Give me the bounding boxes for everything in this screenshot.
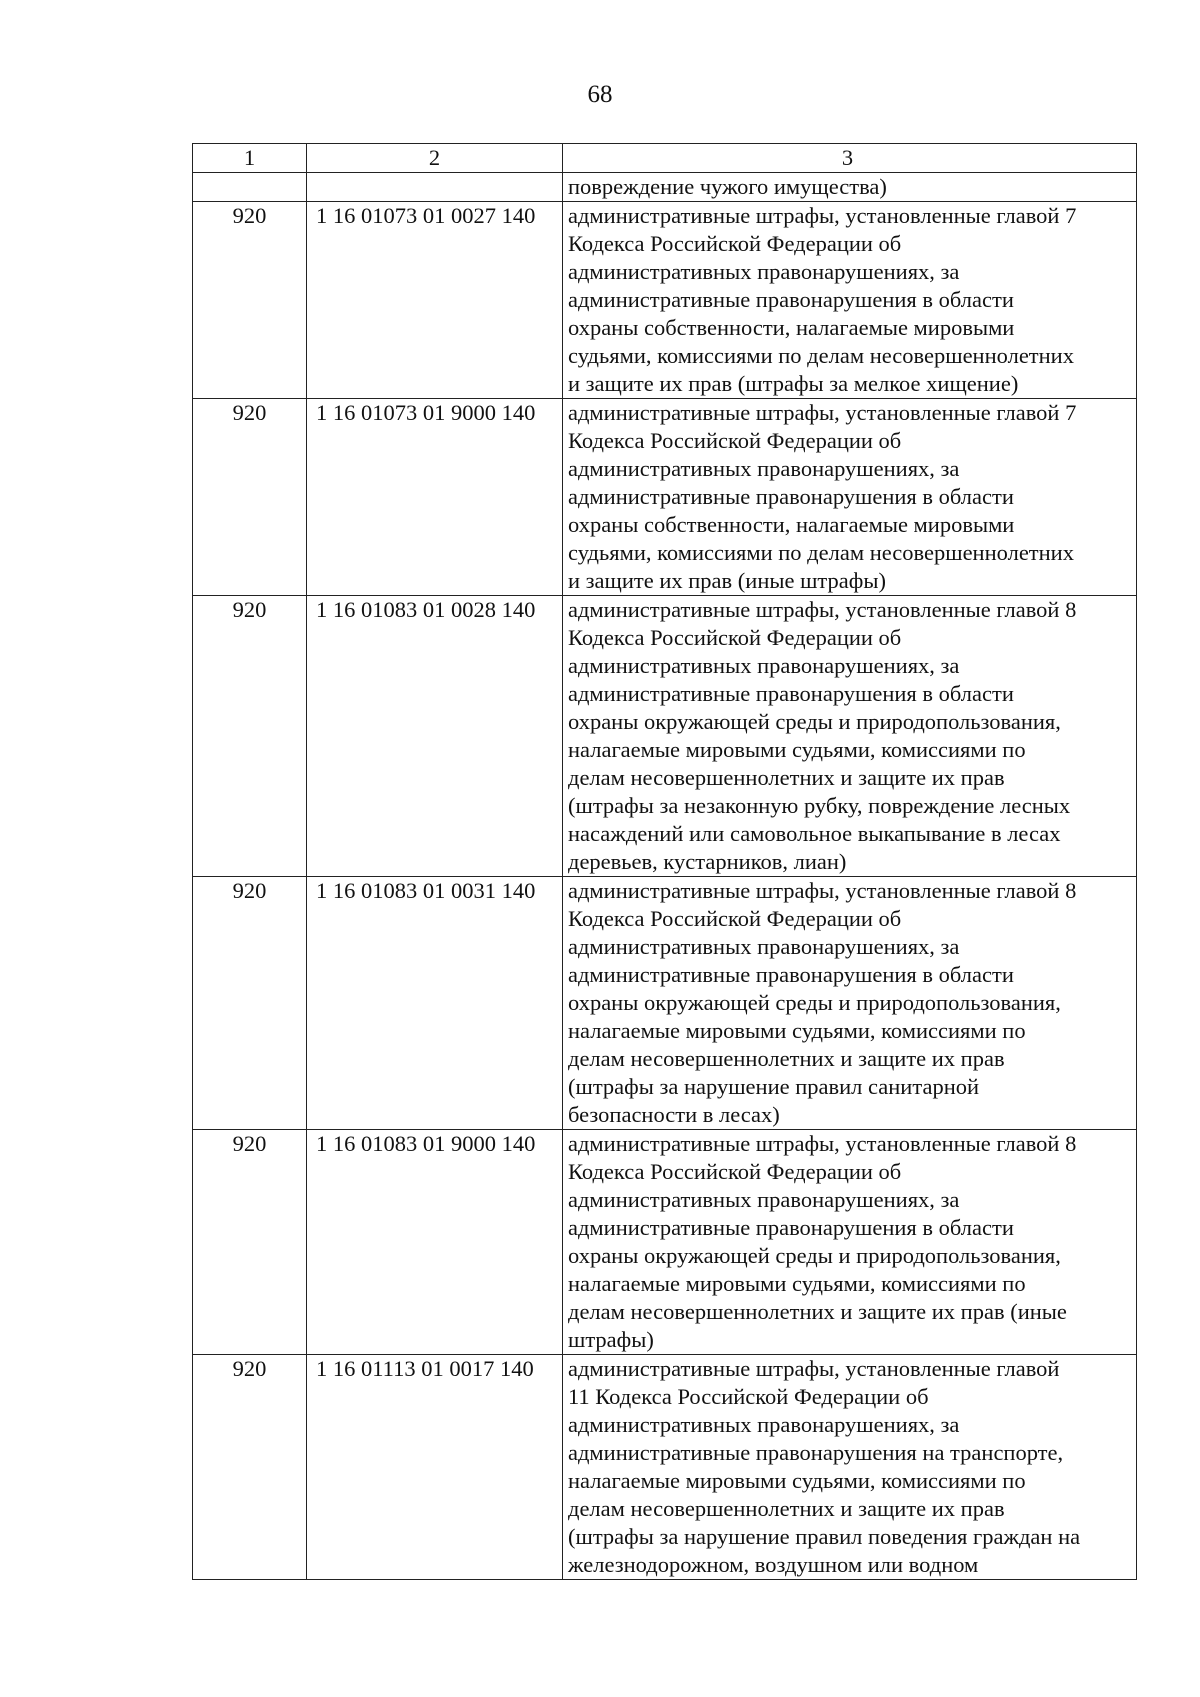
- header-col-3: 3: [563, 144, 1137, 173]
- description-line: охраны окружающей среды и природопользования,: [568, 990, 1061, 1015]
- agency-code-cell: 920: [193, 877, 307, 1130]
- description-line: судьями, комиссиями по делам несовершеннолетних: [568, 343, 1074, 368]
- description-line: Кодекса Российской Федерации об: [568, 906, 902, 931]
- description-line: административные штрафы, установленные главой: [568, 1356, 1060, 1381]
- agency-code-cell: 920: [193, 1130, 307, 1355]
- description-line: охраны собственности, налагаемые мировыми: [568, 512, 1015, 537]
- budget-codes-table: [192, 143, 1137, 1580]
- revenue-description-cell: [563, 596, 1137, 877]
- description-line: повреждение чужого имущества): [568, 174, 887, 199]
- description-line: насаждений или самовольное выкапывание в лесах: [568, 821, 1061, 846]
- budget-classification-code-cell: 1 16 01073 01 0027 140: [307, 202, 563, 399]
- table-row: [193, 202, 1137, 399]
- description-line: делам несовершеннолетних и защите их прав: [568, 765, 1005, 790]
- description-line: административных правонарушениях, за: [568, 259, 960, 284]
- description-line: делам несовершеннолетних и защите их прав (иные: [568, 1299, 1067, 1324]
- agency-code-cell: 920: [193, 399, 307, 596]
- header-col-1: 1: [193, 144, 307, 173]
- table-row: [193, 1130, 1137, 1355]
- budget-classification-code-cell: 1 16 01113 01 0017 140: [307, 1355, 563, 1580]
- revenue-description-cell: [563, 399, 1137, 596]
- agency-code-cell: 920: [193, 596, 307, 877]
- description-line: административные штрафы, установленные главой 7: [568, 400, 1077, 425]
- description-line: охраны собственности, налагаемые мировыми: [568, 315, 1015, 340]
- table-row: [193, 596, 1137, 877]
- description-line: административные правонарушения на транспорте,: [568, 1440, 1064, 1465]
- description-line: Кодекса Российской Федерации об: [568, 1159, 902, 1184]
- revenue-description-cell: [563, 1355, 1137, 1580]
- description-line: административных правонарушениях, за: [568, 653, 960, 678]
- description-line: (штрафы за нарушение правил поведения граждан на: [568, 1524, 1081, 1549]
- description-line: Кодекса Российской Федерации об: [568, 428, 902, 453]
- description-line: безопасности в лесах): [568, 1102, 780, 1127]
- description-line: штрафы): [568, 1327, 654, 1352]
- budget-classification-code-cell: 1 16 01083 01 0028 140: [307, 596, 563, 877]
- description-line: (штрафы за нарушение правил санитарной: [568, 1074, 980, 1099]
- description-line: административные штрафы, установленные главой 8: [568, 1131, 1077, 1156]
- description-line: и защите их прав (штрафы за мелкое хищение): [568, 371, 1019, 396]
- description-line: административные правонарушения в области: [568, 962, 1014, 987]
- description-line: судьями, комиссиями по делам несовершеннолетних: [568, 540, 1074, 565]
- description-line: налагаемые мировыми судьями, комиссиями по: [568, 1468, 1026, 1493]
- description-line: охраны окружающей среды и природопользования,: [568, 709, 1061, 734]
- agency-code-cell: [193, 173, 307, 202]
- description-line: делам несовершеннолетних и защите их прав: [568, 1046, 1005, 1071]
- revenue-description-cell: [563, 877, 1137, 1130]
- agency-code-cell: 920: [193, 202, 307, 399]
- description-line: (штрафы за незаконную рубку, повреждение лесных: [568, 793, 1071, 818]
- description-line: административные правонарушения в области: [568, 1215, 1014, 1240]
- description-line: административных правонарушениях, за: [568, 1187, 960, 1212]
- revenue-description-cell: [563, 173, 1137, 202]
- description-line: налагаемые мировыми судьями, комиссиями по: [568, 737, 1026, 762]
- description-line: административных правонарушениях, за: [568, 1412, 960, 1437]
- page-number: 68: [587, 81, 613, 108]
- description-line: административных правонарушениях, за: [568, 934, 960, 959]
- revenue-description-cell: [563, 202, 1137, 399]
- table-row: [193, 877, 1137, 1130]
- budget-classification-code-cell: 1 16 01083 01 0031 140: [307, 877, 563, 1130]
- description-line: административные правонарушения в области: [568, 484, 1014, 509]
- continuation-row: [193, 173, 1137, 202]
- description-line: и защите их прав (иные штрафы): [568, 568, 886, 593]
- header-col-2: 2: [307, 144, 563, 173]
- budget-classification-code-cell: 1 16 01073 01 9000 140: [307, 399, 563, 596]
- description-line: охраны окружающей среды и природопользования,: [568, 1243, 1061, 1268]
- table-row: [193, 1355, 1137, 1580]
- description-line: административные правонарушения в области: [568, 681, 1014, 706]
- description-line: административные штрафы, установленные главой 8: [568, 597, 1077, 622]
- table-header-row: [193, 144, 1137, 173]
- description-line: Кодекса Российской Федерации об: [568, 625, 902, 650]
- description-line: Кодекса Российской Федерации об: [568, 231, 902, 256]
- description-line: налагаемые мировыми судьями, комиссиями по: [568, 1271, 1026, 1296]
- description-line: административные штрафы, установленные главой 7: [568, 203, 1077, 228]
- agency-code-cell: 920: [193, 1355, 307, 1580]
- description-line: административных правонарушениях, за: [568, 456, 960, 481]
- table-row: [193, 399, 1137, 596]
- table-body: [193, 144, 1137, 1580]
- revenue-description-cell: [563, 1130, 1137, 1355]
- budget-classification-code-cell: [307, 173, 563, 202]
- description-line: административные штрафы, установленные главой 8: [568, 878, 1077, 903]
- description-line: налагаемые мировыми судьями, комиссиями по: [568, 1018, 1026, 1043]
- description-line: делам несовершеннолетних и защите их прав: [568, 1496, 1005, 1521]
- budget-classification-code-cell: 1 16 01083 01 9000 140: [307, 1130, 563, 1355]
- description-line: деревьев, кустарников, лиан): [568, 849, 847, 874]
- description-line: железнодорожном, воздушном или водном: [568, 1552, 979, 1577]
- description-line: административные правонарушения в области: [568, 287, 1014, 312]
- description-line: 11 Кодекса Российской Федерации об: [568, 1384, 929, 1409]
